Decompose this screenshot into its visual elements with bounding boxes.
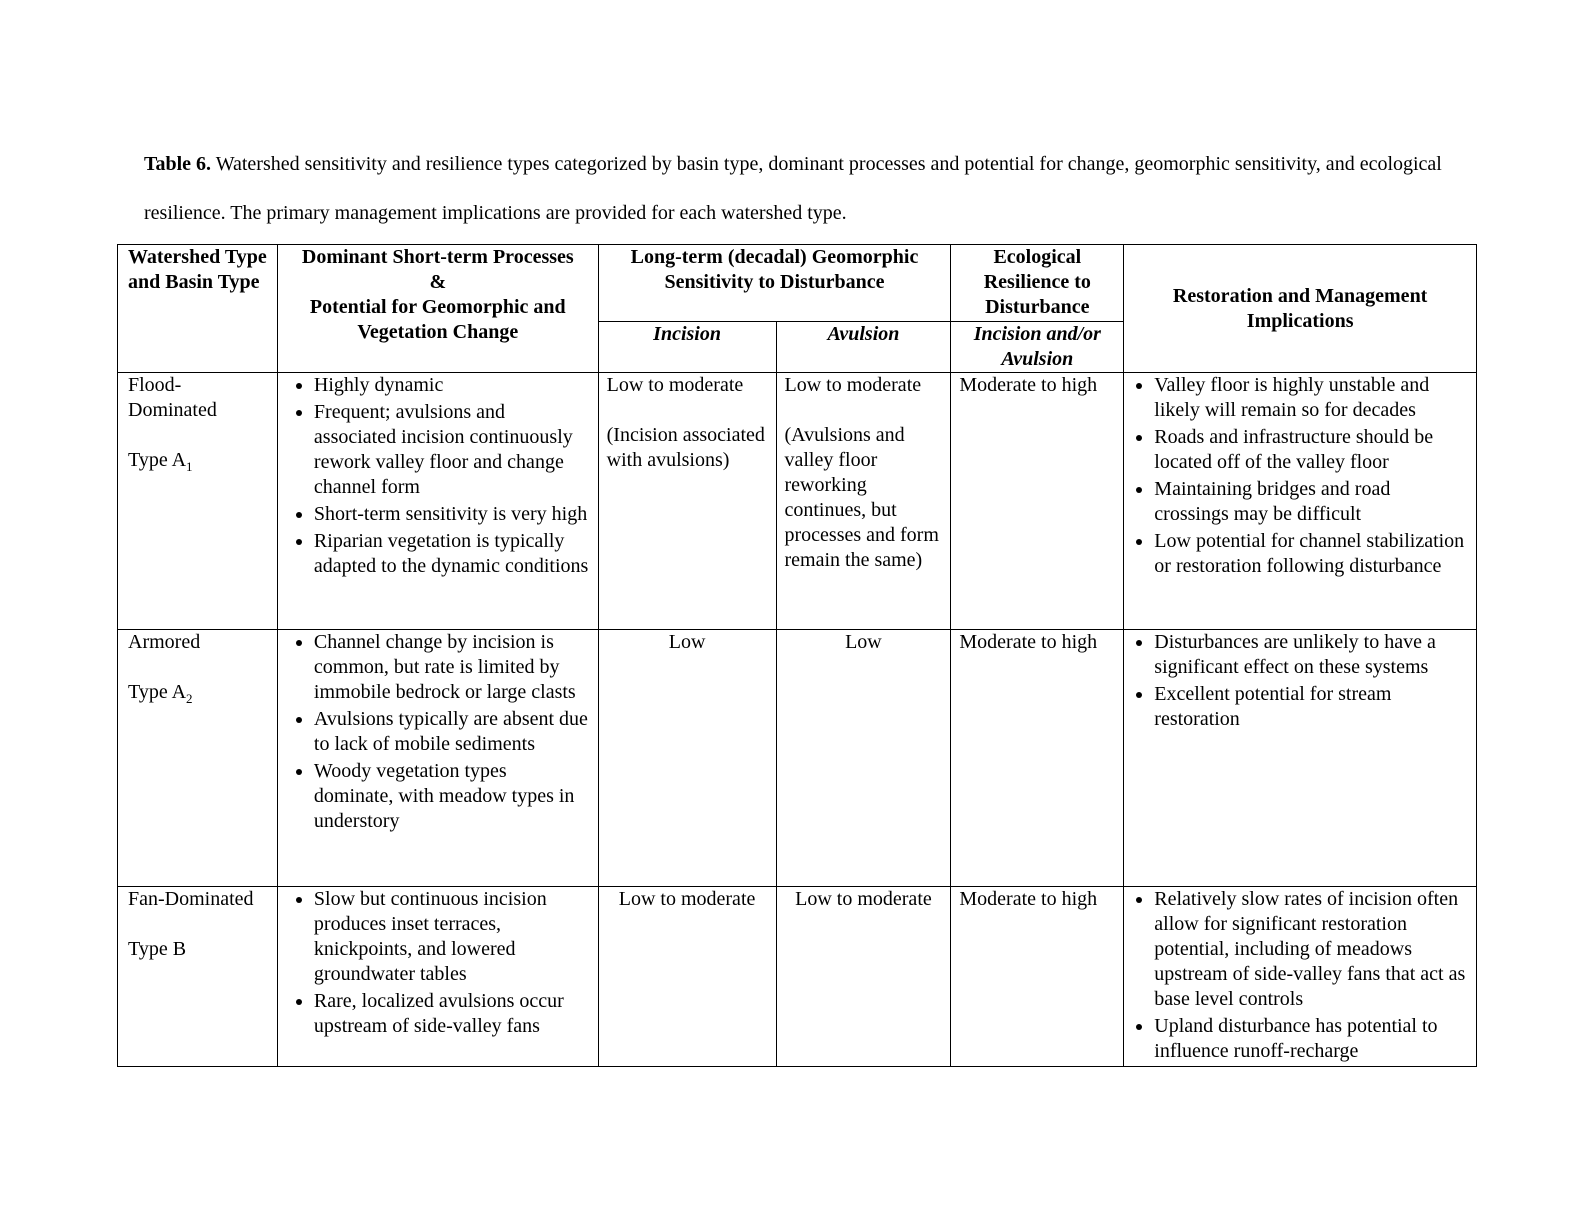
incision-value: Low to moderate	[618, 888, 756, 910]
incision-cell	[598, 630, 776, 887]
resilience-cell	[951, 373, 1124, 630]
caption-text: Watershed sensitivity and resilience types categorized by basin type, dominant processes and potential for change, geomorphic sensitivity, and ecological resilience. The primary management implications are provided for each watershed type.	[144, 153, 1442, 224]
table-caption	[144, 140, 1444, 238]
resilience-value: Moderate to high	[959, 631, 1098, 653]
header-implications	[1124, 245, 1477, 373]
incision-note: (Incision associated with avulsions)	[606, 424, 765, 471]
incision-cell	[598, 373, 776, 630]
resilience-value: Moderate to high	[959, 888, 1098, 910]
header-processes-line2: &	[429, 271, 447, 293]
header-watershed-type-text: Watershed Type and Basin Type	[128, 246, 267, 293]
table-row	[118, 373, 1477, 630]
basin-type-subscript: 2	[186, 691, 193, 706]
list-item: • Avulsions typically are absent due to lack of mobile sediments	[314, 707, 590, 757]
list-item: • Short-term sensitivity is very high	[314, 502, 590, 527]
header-incision-text: Incision	[653, 323, 721, 345]
watershed-type-name: Flood-Dominated	[128, 374, 217, 421]
list-item: • Roads and infrastructure should be located off of the valley floor	[1154, 425, 1468, 475]
caption-label: Table 6.	[144, 153, 212, 175]
avulsion-value: Low	[845, 631, 882, 653]
avulsion-note: (Avulsions and valley floor reworking continues, but processes and form remain the same)	[784, 424, 939, 571]
list-item: • Woody vegetation types dominate, with meadow types in understory	[314, 759, 590, 834]
basin-type	[128, 680, 269, 711]
resilience-cell	[951, 887, 1124, 1067]
processes-cell	[277, 373, 598, 630]
implications-cell	[1124, 373, 1477, 630]
basin-cell	[118, 630, 278, 887]
watershed-type-name: Fan-Dominated	[128, 888, 254, 910]
table-row	[118, 630, 1477, 887]
header-processes-line1: Dominant Short-term Processes	[301, 246, 574, 268]
list-item: • Highly dynamic	[314, 373, 590, 398]
basin-type-prefix: Type A	[128, 449, 187, 471]
header-resilience-text: Ecological Resilience to Disturbance	[983, 246, 1091, 318]
header-processes	[277, 245, 598, 373]
list-item: • Low potential for channel stabilization or restoration following disturbance	[1154, 529, 1468, 579]
basin-type	[128, 448, 269, 479]
header-sensitivity	[598, 245, 951, 322]
watershed-type-name: Armored	[128, 631, 201, 653]
list-item: • Upland disturbance has potential to influence runoff-recharge	[1154, 1014, 1468, 1064]
header-implications-text: Restoration and Management Implications	[1172, 284, 1428, 332]
list-item: • Frequent; avulsions and associated incision continuously rework valley floor and change channel form	[314, 400, 590, 500]
header-watershed-type	[118, 245, 278, 373]
header-avulsion-text: Avulsion	[827, 323, 900, 345]
header-incision	[598, 322, 776, 373]
basin-type-prefix: Type A	[128, 681, 187, 703]
list-item: • Valley floor is highly unstable and likely will remain so for decades	[1154, 373, 1468, 423]
implications-cell	[1124, 630, 1477, 887]
list-item: • Disturbances are unlikely to have a significant effect on these systems	[1154, 630, 1468, 680]
list-item: • Slow but continuous incision produces inset terraces, knickpoints, and lowered groundwater tables	[314, 887, 590, 987]
header-incision-avulsion-text: Incision and/or Avulsion	[973, 323, 1101, 370]
header-sensitivity-text: Long-term (decadal) Geomorphic Sensitivity to Disturbance	[630, 246, 919, 293]
implications-cell	[1124, 887, 1477, 1067]
basin-cell	[118, 887, 278, 1067]
list-item: • Riparian vegetation is typically adapted to the dynamic conditions	[314, 529, 590, 579]
avulsion-value: Low to moderate	[784, 374, 922, 396]
header-avulsion	[776, 322, 951, 373]
basin-type-subscript: 1	[186, 459, 193, 474]
incision-value: Low to moderate	[606, 374, 744, 396]
resilience-value: Moderate to high	[959, 374, 1098, 396]
list-item: • Relatively slow rates of incision often allow for significant restoration potential, including of meadows upstream of side-valley fans that act as base level controls	[1154, 887, 1468, 1012]
avulsion-value: Low to moderate	[795, 888, 932, 910]
incision-value: Low	[668, 631, 706, 653]
basin-type-prefix: Type B	[128, 938, 187, 960]
basin-cell	[118, 373, 278, 630]
list-item: • Rare, localized avulsions occur upstream of side-valley fans	[314, 989, 590, 1039]
avulsion-cell	[776, 630, 951, 887]
header-processes-line3: Potential for Geomorphic and Vegetation Change	[309, 296, 566, 343]
processes-cell	[277, 887, 598, 1067]
basin-type	[128, 937, 269, 962]
resilience-cell	[951, 630, 1124, 887]
incision-cell	[598, 887, 776, 1067]
list-item: • Maintaining bridges and road crossings may be difficult	[1154, 477, 1468, 527]
header-incision-avulsion	[951, 322, 1124, 373]
list-item: • Channel change by incision is common, but rate is limited by immobile bedrock or large clasts	[314, 630, 590, 705]
avulsion-cell	[776, 373, 951, 630]
table-row	[118, 887, 1477, 1067]
processes-cell	[277, 630, 598, 887]
avulsion-cell	[776, 887, 951, 1067]
watershed-table	[117, 244, 1477, 1067]
header-resilience	[951, 245, 1124, 322]
list-item: • Excellent potential for stream restoration	[1154, 682, 1468, 732]
